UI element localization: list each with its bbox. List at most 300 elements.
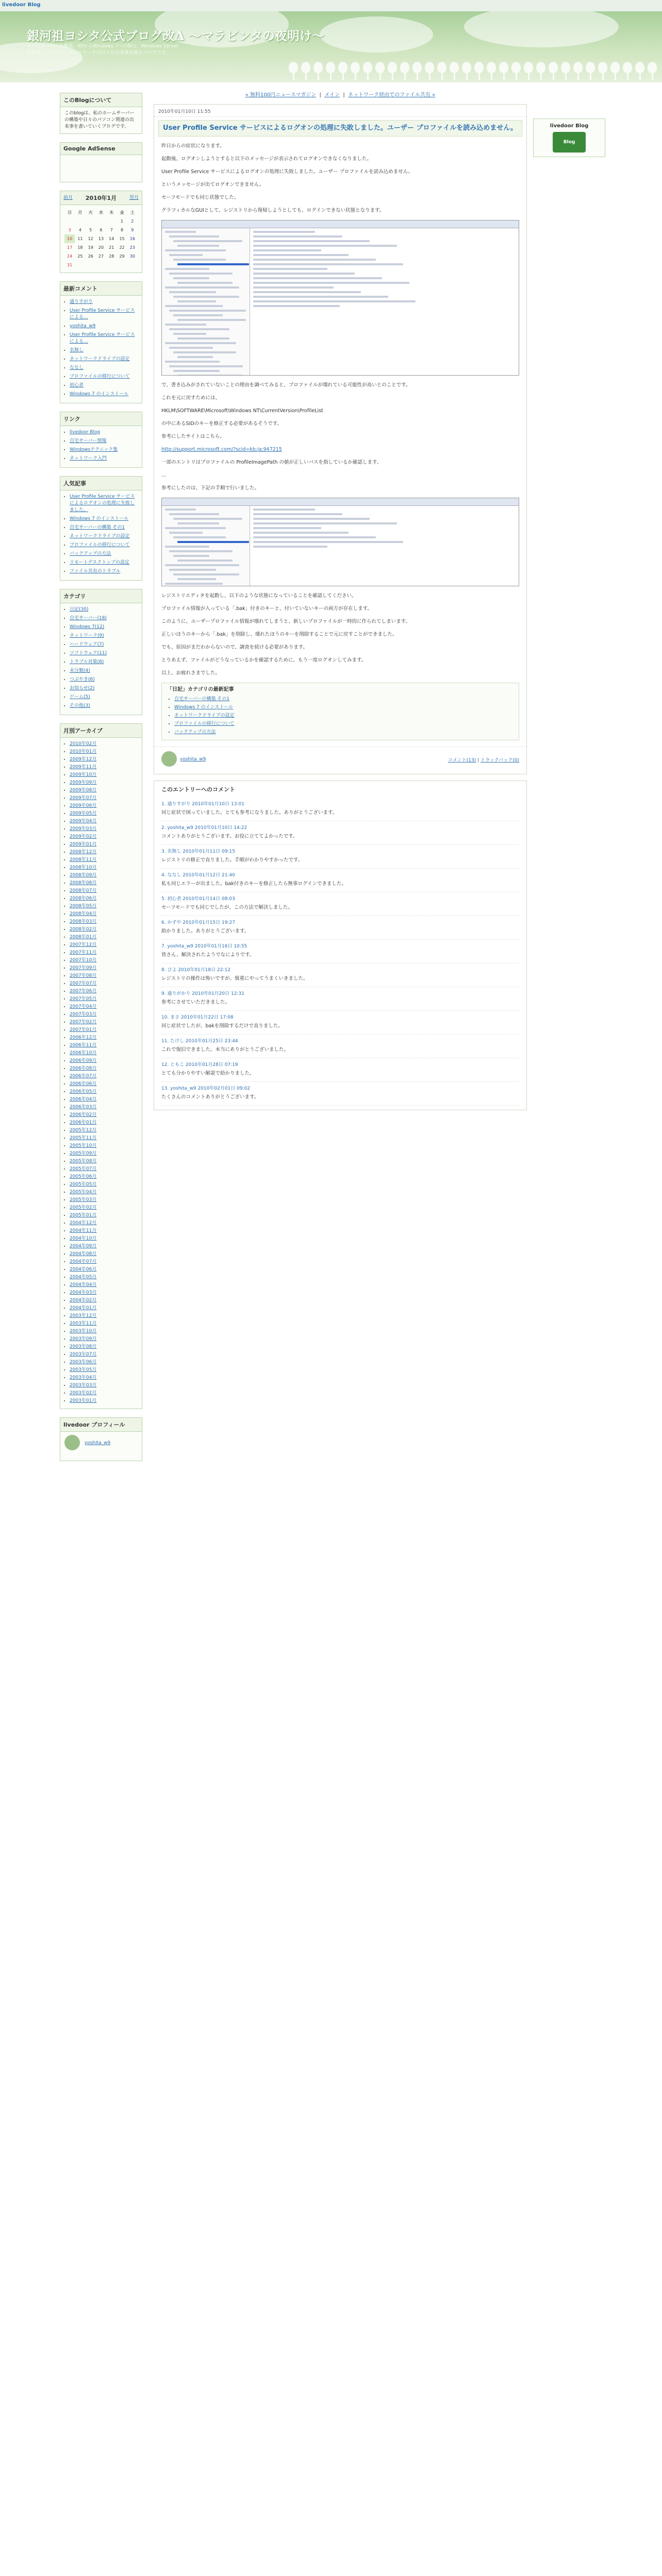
archive-item-link[interactable]: 2004年05月: [70, 1275, 97, 1280]
archive-item: [70, 1398, 138, 1404]
comment-item: [161, 1082, 519, 1106]
archive-item: [70, 1181, 138, 1188]
archive-item-link[interactable]: 2005年02月: [70, 1205, 97, 1210]
category-item-link[interactable]: ソフトウェア(11): [70, 651, 107, 656]
tree-icon: [598, 62, 607, 80]
archive-item-link[interactable]: 2006年12月: [70, 1035, 97, 1040]
calendar-day[interactable]: 5: [89, 228, 92, 232]
archive-item: [70, 1220, 138, 1227]
tree-icon: [400, 62, 409, 80]
comments-list: [161, 798, 519, 1106]
prev-post-link[interactable]: « 無料100円ニュースマガジン: [245, 92, 317, 98]
archive-item: [70, 973, 138, 979]
popular-item-link[interactable]: User Profile Service サービスによるログオンの処理に失敗しました。: [70, 494, 135, 513]
calendar-day[interactable]: 26: [88, 254, 93, 259]
calendar-day[interactable]: 28: [109, 254, 114, 259]
profile-name-link[interactable]: yoshita_w9: [84, 1440, 111, 1446]
archive-item-link[interactable]: 2006年04月: [70, 1097, 97, 1102]
calendar-day[interactable]: 12: [88, 236, 93, 241]
archive-item-link[interactable]: 2004年02月: [70, 1298, 97, 1303]
tree-icon: [375, 62, 385, 80]
calendar-weekday: 土: [130, 210, 135, 215]
calendar-day: [96, 217, 106, 226]
archive-item-link[interactable]: 2008年03月: [70, 919, 97, 924]
link-item-link[interactable]: livedoor Blog: [70, 430, 101, 435]
archive-item-link[interactable]: 2007年11月: [70, 950, 97, 955]
archive-item: [70, 1127, 138, 1134]
comment-text: たくさんのコメントありがとうございます。: [161, 1094, 259, 1100]
recent-comment-item-link[interactable]: yoshita_w9: [70, 324, 96, 329]
archive-item-link[interactable]: 2003年05月: [70, 1367, 97, 1372]
archive-item-link[interactable]: 2006年07月: [70, 1074, 97, 1079]
calendar-day[interactable]: 14: [109, 236, 114, 241]
calendar-weekday: 月: [78, 210, 82, 215]
archive-item-link[interactable]: 2008年01月: [70, 935, 97, 940]
recent-comment-item-link[interactable]: 初心者: [70, 383, 84, 388]
tree-icon: [301, 62, 310, 80]
archive-item-link[interactable]: 2003年11月: [70, 1321, 97, 1326]
popular-item: [70, 516, 138, 522]
archive-item: [70, 1104, 138, 1111]
comment-item: [161, 987, 519, 1011]
google-header: Google AdSense: [60, 143, 142, 155]
archive-item: [70, 1058, 138, 1064]
archive-item-link[interactable]: 2005年12月: [70, 1128, 97, 1133]
category-item: [70, 676, 138, 683]
archive-item-link[interactable]: 2003年08月: [70, 1344, 97, 1349]
popular-box: [60, 476, 142, 581]
calendar-day[interactable]: 16: [129, 236, 135, 241]
next-post-link[interactable]: ネットワーク経由でのファイル共有 »: [348, 92, 436, 98]
tree-icon: [450, 62, 459, 80]
archive-item-link[interactable]: 2009年08月: [70, 788, 97, 793]
category-item: [70, 694, 138, 701]
popular-item-link[interactable]: リモートデスクトップの設定: [70, 560, 130, 565]
archive-item-link[interactable]: 2010年02月: [70, 741, 97, 747]
archive-item-link[interactable]: 2008年10月: [70, 865, 97, 870]
archive-item: [70, 1011, 138, 1018]
calendar-day[interactable]: 9: [131, 228, 134, 232]
recent-comment-item-link[interactable]: 名無し: [70, 348, 84, 353]
category-item-link[interactable]: ネットワーク(9): [70, 633, 104, 638]
calendar-day[interactable]: 20: [98, 245, 104, 250]
calendar-day: [106, 261, 117, 269]
archive-item-link[interactable]: 2004年07月: [70, 1259, 97, 1264]
profile-avatar[interactable]: [64, 1435, 80, 1450]
comment-item: [161, 1058, 519, 1082]
archive-item-link[interactable]: 2009年03月: [70, 826, 97, 832]
recent-comment-item-link[interactable]: プロファイルの移行について: [70, 374, 130, 379]
post-title[interactable]: User Profile Service サービスによるログオンの処理に失敗しました。ユーザー プロファイルを読み込めません。: [158, 120, 522, 137]
popular-item-link[interactable]: Windows 7 のインストール: [70, 516, 129, 521]
popular-item: [70, 568, 138, 575]
archive-item-link[interactable]: 2005年07月: [70, 1166, 97, 1172]
category-item-link[interactable]: トラブル対策(8): [70, 659, 104, 665]
comment-meta[interactable]: 8. ぴよ 2010年01月18日 22:12: [161, 968, 230, 973]
archive-item: [70, 926, 138, 933]
archive-item: [70, 1274, 138, 1281]
comment-meta[interactable]: 6. かずや 2010年01月15日 19:27: [161, 920, 235, 925]
comment-meta[interactable]: 11. たけし 2010年01月25日 23:44: [161, 1039, 238, 1044]
google-box: [60, 142, 142, 182]
archive-item: [70, 1019, 138, 1026]
calendar-day[interactable]: 19: [88, 245, 93, 250]
related-post-link[interactable]: 自宅サーバーの構築 その1: [174, 697, 230, 702]
archive-item-link[interactable]: 2008年04月: [70, 911, 97, 917]
archive-item: [70, 1089, 138, 1095]
archive-item: [70, 919, 138, 925]
archive-item: [70, 1266, 138, 1273]
calendar-box: [60, 191, 142, 273]
archive-item-link[interactable]: 2005年10月: [70, 1143, 97, 1148]
post-paragraph: とりあえず、ファイルがどうなっているかを確認するために、もう一度ログオンしてみます。: [161, 657, 367, 663]
archive-item: [70, 1166, 138, 1173]
livedoor-logo[interactable]: livedoor Blog: [2, 2, 41, 8]
comment-meta[interactable]: 13. yoshita_w9 2010年02月01日 09:02: [161, 1086, 250, 1091]
comment-meta[interactable]: 3. 名無し 2010年01月11日 09:15: [161, 849, 235, 854]
archive-item-link[interactable]: 2008年08月: [70, 880, 97, 886]
calendar-weekday: 金: [120, 210, 124, 215]
tree-icon: [388, 62, 397, 80]
archive-item-link[interactable]: 2007年06月: [70, 989, 97, 994]
archive-item-link[interactable]: 2006年05月: [70, 1089, 97, 1094]
trackback-link[interactable]: トラックバック(0): [480, 758, 519, 763]
calendar-day[interactable]: 25: [77, 254, 83, 259]
archive-item-link[interactable]: 2007年03月: [70, 1012, 97, 1017]
archive-item: [70, 1189, 138, 1196]
archive-item-link[interactable]: 2007年01月: [70, 1027, 97, 1032]
post-paragraph: 参考にしたサイトはこちら。: [161, 434, 225, 439]
recent-comment-item-link[interactable]: User Profile Service サービスによる…: [70, 308, 135, 320]
archive-item-link[interactable]: 2003年07月: [70, 1352, 97, 1357]
archive-item-link[interactable]: 2003年06月: [70, 1360, 97, 1365]
archive-item: [70, 1120, 138, 1126]
archive-item-link[interactable]: 2008年05月: [70, 904, 97, 909]
post-paragraph: で、書き込みがされていないことの理由を調べてみると、プロファイルが壊れている可能性が高いとのことです。: [161, 382, 411, 388]
archive-item-link[interactable]: 2003年04月: [70, 1375, 97, 1380]
comment-meta[interactable]: 7. yoshita_w9 2010年01月16日 10:55: [161, 944, 247, 949]
post-body: [154, 140, 526, 747]
archive-item-link[interactable]: 2006年09月: [70, 1058, 97, 1063]
calendar-day[interactable]: 6: [100, 228, 103, 232]
archive-item-link[interactable]: 2009年12月: [70, 757, 97, 762]
category-item-link[interactable]: お知らせ(2): [70, 686, 95, 691]
archive-item-link[interactable]: 2009年04月: [70, 819, 97, 824]
tree-icon: [536, 62, 545, 80]
recent-comment-item-link[interactable]: Windows 7 のインストール: [70, 392, 129, 397]
archive-item-link[interactable]: 2006年10月: [70, 1050, 97, 1056]
archive-item-link[interactable]: 2004年09月: [70, 1244, 97, 1249]
archive-item-link[interactable]: 2007年04月: [70, 1004, 97, 1009]
popular-item-link[interactable]: プロファイルの移行について: [70, 543, 130, 548]
recent-comment-item-link[interactable]: 通りすがり: [70, 299, 93, 304]
archive-item-link[interactable]: 2004年03月: [70, 1290, 97, 1295]
tree-icon: [313, 62, 323, 80]
archive-item-link[interactable]: 2006年02月: [70, 1112, 97, 1117]
calendar-day: [86, 217, 96, 226]
related-post-item: [174, 728, 514, 736]
calendar-day[interactable]: 7: [110, 228, 113, 232]
archive-item: [70, 1375, 138, 1381]
top-bar: [0, 0, 662, 12]
archive-item-link[interactable]: 2009年11月: [70, 765, 97, 770]
archive-item-link[interactable]: 2007年07月: [70, 981, 97, 986]
archive-item-link[interactable]: 2005年05月: [70, 1182, 97, 1187]
archive-item: [70, 1143, 138, 1149]
archive-item-link[interactable]: 2007年12月: [70, 942, 97, 947]
archive-item-link[interactable]: 2007年10月: [70, 958, 97, 963]
archive-item-link[interactable]: 2009年07月: [70, 795, 97, 801]
archive-item-link[interactable]: 2009年05月: [70, 811, 97, 816]
archive-item: [70, 957, 138, 964]
archive-item-link[interactable]: 2008年07月: [70, 888, 97, 893]
popular-item-link[interactable]: 自宅サーバーの構築 その1: [70, 525, 125, 530]
archive-item-link[interactable]: 2009年06月: [70, 803, 97, 808]
related-post-link[interactable]: Windows 7 のインストール: [174, 705, 234, 710]
post-paragraph: プロファイル情報が入っている「.bak」付きのキーと、付いていないキーの両方が存在します。: [161, 606, 372, 612]
archive-item-link[interactable]: 2004年08月: [70, 1251, 97, 1257]
tree-icon: [289, 62, 298, 80]
post-paragraph: 以上、お疲れさまでした。: [161, 670, 221, 676]
related-post-link[interactable]: プロファイルの移行について: [174, 721, 235, 726]
calendar-day[interactable]: 18: [77, 245, 83, 250]
blog-badge-icon[interactable]: Blog: [553, 132, 586, 152]
archive-item-link[interactable]: 2010年01月: [70, 749, 97, 754]
recent-comment-item: [70, 391, 138, 398]
registry-editor-screenshot: [161, 498, 519, 586]
popular-item-link[interactable]: ネットワークドライブの設定: [70, 534, 130, 539]
calendar-day: [127, 261, 138, 269]
calendar-day[interactable]: 3: [68, 228, 71, 232]
archive-item: [70, 1228, 138, 1234]
recent-comment-item-link[interactable]: ネットワークドライブの設定: [70, 357, 130, 362]
archive-item-link[interactable]: 2003年02月: [70, 1391, 97, 1396]
tree-icon: [511, 62, 521, 80]
calendar-day[interactable]: 1: [121, 219, 124, 224]
calendar-day[interactable]: 15: [119, 236, 125, 241]
popular-item-link[interactable]: バックアップの方法: [70, 551, 111, 556]
archive-item-link[interactable]: 2003年10月: [70, 1329, 97, 1334]
popular-item: [70, 560, 138, 566]
archive-item: [70, 1243, 138, 1250]
category-item-link[interactable]: その他(3): [70, 703, 90, 708]
archive-item-link[interactable]: 2006年03月: [70, 1105, 97, 1110]
category-item-link[interactable]: Windows 7(12): [70, 624, 105, 630]
calendar-day[interactable]: 10: [64, 234, 75, 243]
ad-area: [60, 155, 142, 182]
related-post-link[interactable]: ネットワークドライブの設定: [174, 713, 235, 718]
archive-item-link[interactable]: 2005年09月: [70, 1151, 97, 1156]
recent-comment-item-link[interactable]: ななし: [70, 365, 84, 370]
popular-item: [70, 524, 138, 531]
archive-item-link[interactable]: 2005年08月: [70, 1159, 97, 1164]
calendar-day[interactable]: 8: [121, 228, 124, 232]
archive-item: [70, 942, 138, 948]
archive-item-link[interactable]: 2004年06月: [70, 1267, 97, 1272]
comment-meta[interactable]: 9. 通りがかり 2010年01月20日 12:31: [161, 991, 244, 996]
calendar-day[interactable]: 2: [131, 219, 134, 224]
archive-item-link[interactable]: 2006年01月: [70, 1120, 97, 1125]
archive-item-link[interactable]: 2003年09月: [70, 1336, 97, 1342]
archive-item-link[interactable]: 2005年06月: [70, 1174, 97, 1179]
comments-header: このエントリーへのコメント: [161, 786, 235, 793]
archive-item: [70, 779, 138, 786]
link-item-link[interactable]: ネットワーク入門: [70, 456, 107, 461]
comment-meta[interactable]: 4. ななし 2010年01月12日 21:40: [161, 873, 235, 878]
comment-meta[interactable]: 12. ともこ 2010年01月28日 07:19: [161, 1062, 238, 1067]
archive-item-link[interactable]: 2005年11月: [70, 1136, 97, 1141]
author-avatar[interactable]: [161, 751, 177, 767]
archive-item-link[interactable]: 2004年01月: [70, 1306, 97, 1311]
related-post-link[interactable]: バックアップの方法: [174, 730, 216, 735]
comment-item: [161, 798, 519, 821]
archive-item-link[interactable]: 2008年09月: [70, 873, 97, 878]
tree-icon: [623, 62, 632, 80]
calendar-day[interactable]: 4: [78, 228, 81, 232]
popular-item: [70, 551, 138, 557]
post-paragraph: でも、原因がまだわからないので、調査を続ける必要があります。: [161, 645, 308, 650]
related-posts: [161, 683, 519, 740]
archive-item: [70, 880, 138, 887]
archive-item: [70, 1390, 138, 1397]
related-post-item: [174, 696, 514, 703]
archive-item-link[interactable]: 2004年11月: [70, 1228, 97, 1233]
category-item-link[interactable]: 未分類(4): [70, 668, 90, 673]
calendar-day[interactable]: 22: [119, 245, 125, 250]
comment-count-link[interactable]: コメント(13): [448, 758, 476, 763]
archive-item-link[interactable]: 2009年02月: [70, 834, 97, 839]
category-item-link[interactable]: 日記(30): [70, 607, 89, 612]
calendar-day[interactable]: 13: [98, 236, 104, 241]
popular-item-link[interactable]: ファイル共有のトラブル: [70, 569, 121, 574]
link-item-link[interactable]: 自宅サーバー情報: [70, 438, 107, 444]
archive-item: [70, 1027, 138, 1033]
archive-item-link[interactable]: 2006年11月: [70, 1043, 97, 1048]
post-paragraph: セーフモードでも同じ状態でした。: [161, 195, 239, 200]
archive-item-link[interactable]: 2005年03月: [70, 1197, 97, 1202]
comment-text: 助かりました。ありがとうございます。: [161, 928, 250, 934]
post-paragraph: HKLM\SOFTWARE\Microsoft\Windows NT\CurrentVersion\ProfileList: [161, 408, 323, 414]
archive-item-link[interactable]: 2003年12月: [70, 1313, 97, 1318]
archive-item: [70, 1174, 138, 1180]
post-paragraph: というメッセージが出てログオンできません。: [161, 182, 264, 188]
calendar-day[interactable]: 27: [98, 254, 104, 259]
post-date: 2010年01月10日 11:55: [154, 105, 526, 117]
post-paragraph: グラフィカルなGUIとして、レジストリから復帰しようとしても、ログインできない状態となります。: [161, 208, 385, 213]
archive-item-link[interactable]: 2007年09月: [70, 965, 97, 971]
archive-item-link[interactable]: 2007年08月: [70, 973, 97, 978]
archive-item: [70, 1073, 138, 1080]
comment-meta[interactable]: 10. まさ 2010年01月22日 17:08: [161, 1015, 234, 1020]
related-post-item: [174, 704, 514, 711]
calendar-prev-link[interactable]: 前月: [63, 195, 73, 200]
comment-text: コメントありがとうございます。お役に立ててよかったです。: [161, 834, 298, 839]
cloud-decoration: [320, 16, 433, 53]
archive-item-link[interactable]: 2004年10月: [70, 1236, 97, 1241]
calendar-day[interactable]: 31: [67, 263, 73, 267]
category-item-link[interactable]: 自宅サーバー(18): [70, 616, 107, 621]
archive-item-link[interactable]: 2008年06月: [70, 896, 97, 901]
tree-icon: [573, 62, 583, 80]
post-link[interactable]: http://support.microsoft.com/?scid=kb;ja;947215: [161, 447, 282, 452]
recent-comment-item: [70, 382, 138, 389]
link-item: [70, 455, 138, 462]
category-item-link[interactable]: ハードウェア(7): [70, 642, 104, 647]
archive-item-link[interactable]: 2003年01月: [70, 1398, 97, 1403]
archive-item-link[interactable]: 2006年08月: [70, 1066, 97, 1071]
about-text: このblogは、私のホームサーバーの構築や日々のパソコン関連の出来事を書いていくブログです。: [64, 111, 135, 129]
archive-item-link[interactable]: 2005年04月: [70, 1190, 97, 1195]
archive-item-link[interactable]: 2008年11月: [70, 857, 97, 862]
calendar-day: [106, 217, 117, 226]
archive-item-link[interactable]: 2007年05月: [70, 996, 97, 1002]
calendar-day: [117, 261, 127, 269]
category-item: [70, 703, 138, 709]
related-post-item: [174, 720, 514, 727]
archive-item: [70, 1297, 138, 1304]
popular-header: 人気記事: [60, 477, 142, 490]
calendar-day[interactable]: 11: [77, 236, 83, 241]
archive-item-link[interactable]: 2007年02月: [70, 1020, 97, 1025]
archive-item: [70, 1305, 138, 1312]
comment-meta[interactable]: 5. 初心者 2010年01月14日 08:03: [161, 896, 235, 902]
tree-icon: [462, 62, 471, 80]
tree-icon: [648, 62, 657, 80]
archive-item-link[interactable]: 2005年01月: [70, 1213, 97, 1218]
popular-item: [70, 533, 138, 540]
calendar-day[interactable]: 17: [67, 245, 73, 250]
calendar-day[interactable]: 23: [129, 245, 135, 250]
calendar-day[interactable]: 21: [109, 245, 114, 250]
archive-item-link[interactable]: 2006年06月: [70, 1081, 97, 1087]
category-item-link[interactable]: つぶやき(6): [70, 677, 95, 682]
comment-meta[interactable]: 1. 通りすがり 2010年01月10日 13:01: [161, 802, 244, 807]
about-header: このBlogについて: [60, 93, 142, 107]
archive-item-link[interactable]: 2004年04月: [70, 1282, 97, 1287]
calendar-day: [75, 261, 85, 269]
archive-item-link[interactable]: 2008年12月: [70, 850, 97, 855]
related-posts-title: 「日記」カテゴリの最新記事: [167, 687, 234, 692]
comment-meta[interactable]: 2. yoshita_w9 2010年01月10日 14:22: [161, 825, 247, 831]
archive-item-link[interactable]: 2004年12月: [70, 1221, 97, 1226]
calendar-weekday: 水: [98, 210, 103, 215]
archive-item: [70, 772, 138, 778]
archive-item-link[interactable]: 2003年03月: [70, 1383, 97, 1388]
recent-comments-box: [60, 281, 142, 403]
archive-item-link[interactable]: 2009年10月: [70, 772, 97, 777]
archive-item-link[interactable]: 2009年01月: [70, 842, 97, 847]
calendar-day[interactable]: 29: [119, 254, 125, 259]
main-link[interactable]: メイン: [324, 92, 340, 98]
recent-comment-item-link[interactable]: User Profile Service サービスによる…: [70, 332, 135, 344]
archive-item: [70, 1351, 138, 1358]
comment-item: [161, 1011, 519, 1035]
category-item: [70, 615, 138, 622]
comment-text: 同じ症状でしたが、bakを削除するだけで直りました。: [161, 1023, 283, 1029]
archive-item-link[interactable]: 2008年02月: [70, 927, 97, 932]
category-item: [70, 624, 138, 631]
calendar-day[interactable]: 30: [129, 254, 135, 259]
calendar-next-link[interactable]: 翌月: [129, 195, 139, 200]
link-item-link[interactable]: Windowsテクニック集: [70, 447, 118, 452]
archive-item: [70, 1313, 138, 1319]
archive-item-link[interactable]: 2009年09月: [70, 780, 97, 785]
category-item-link[interactable]: ゲーム(5): [70, 694, 90, 700]
archive-item: [70, 795, 138, 802]
calendar-day[interactable]: 24: [67, 254, 73, 259]
author-link[interactable]: yoshita_w9: [180, 756, 206, 762]
blog-title[interactable]: 銀河祖ヨシタ公式ブログ改Δ 〜マラビンタの夜明け〜: [27, 28, 325, 43]
